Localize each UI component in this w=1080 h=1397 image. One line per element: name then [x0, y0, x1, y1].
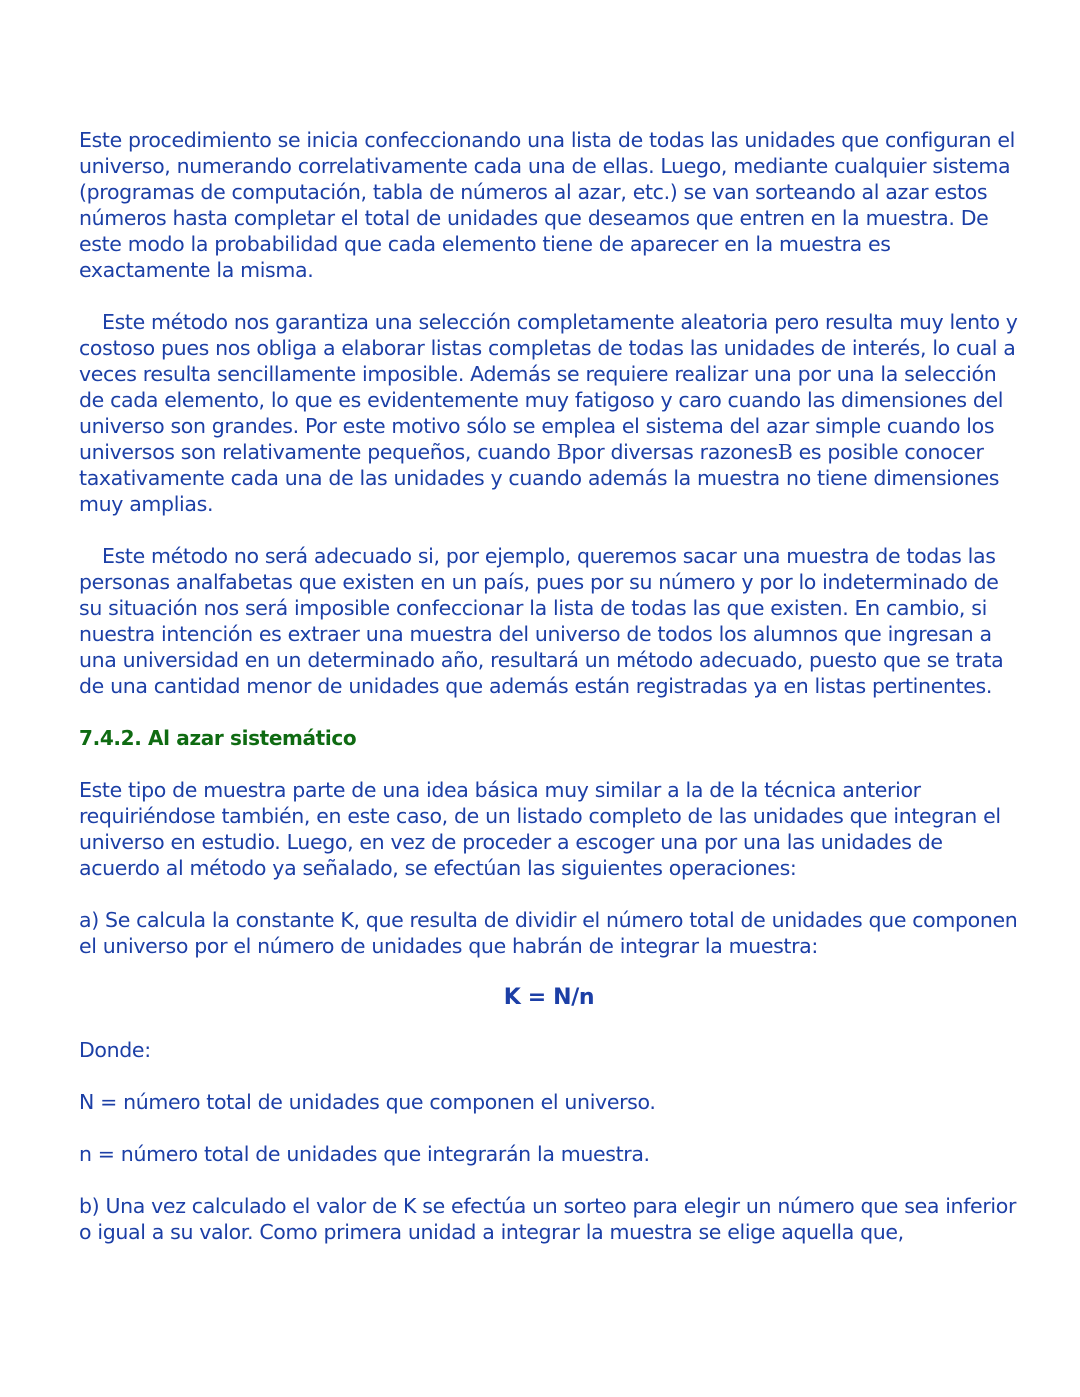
- paragraph-method-guarantee-part2: por diversas razones: [571, 440, 778, 464]
- formula: K = N/n: [503, 985, 595, 1010]
- paragraph-step-a: a) Se calcula la constante K, que resulta de dividir el número total de unidades que componen el universo por el número de unidades que habrán de integrar la muestra:: [79, 908, 1018, 958]
- glyph-b-2: B: [777, 440, 793, 464]
- paragraph-method-guarantee-part1: Este método nos garantiza una selección completamente aleatoria pero resulta muy lento y costoso pues nos obliga a elaborar listas completas de todas las unidades de interés, lo cual a veces resulta sencillamente imposible. Además se requiere realizar una por una la selección de cada elemento, lo que es evidentemente muy fatigoso y caro cuando las dimensiones del universo son grandes. Por este motivo sólo se emplea el sistema del azar simple cuando los universos son relativamente pequeños, cuando: [79, 310, 1018, 464]
- paragraph-step-b: b) Una vez calculado el valor de K se efectúa un sorteo para elegir un número que sea inferior o igual a su valor. Como primera unidad a integrar la muestra se elige aquella que,: [79, 1194, 1017, 1244]
- glyph-b-1: B: [556, 440, 572, 464]
- definition-N: N = número total de unidades que componen el universo.: [79, 1090, 656, 1114]
- paragraph-method-guarantee: [79, 309, 1019, 517]
- paragraph-procedure: Este procedimiento se inicia confeccionando una lista de todas las unidades que configuran el universo, numerando correlativamente cada una de ellas. Luego, mediante cualquier sistema (programas de computación, tabla de números al azar, etc.) se van sorteando al azar estos números hasta completar el total de unidades que deseamos que entren en la muestra. De este modo la probabilidad que cada elemento tiene de aparecer en la muestra es exactamente la misma.: [79, 128, 1015, 282]
- paragraph-method-guarantee-part3: es posible conocer taxativamente cada una de las unidades y cuando además la muestra no tiene dimensiones muy amplias.: [79, 440, 1000, 516]
- document-page: [79, 127, 1019, 1271]
- paragraph-donde: Donde:: [79, 1038, 151, 1062]
- paragraph-systematic-intro: Este tipo de muestra parte de una idea básica muy similar a la de la técnica anterior requiriéndose también, en este caso, de un listado completo de las unidades que integran el universo en estudio. Luego, en vez de proceder a escoger una por una las unidades de acuerdo al método ya señalado, se efectúan las siguientes operaciones:: [79, 778, 1001, 880]
- section-heading: 7.4.2. Al azar sistemático: [79, 726, 357, 750]
- paragraph-not-adequate: Este método no será adecuado si, por ejemplo, queremos sacar una muestra de todas las personas analfabetas que existen en un país, pues por su número y por lo indeterminado de su situación nos será imposible confeccionar la lista de todas las que existen. En cambio, si nuestra intención es extraer una muestra del universo de todos los alumnos que ingresan a una universidad en un determinado año, resultará un método adecuado, puesto que se trata de una cantidad menor de unidades que además están registradas ya en listas pertinentes.: [79, 544, 1004, 698]
- definition-n: n = número total de unidades que integrarán la muestra.: [79, 1142, 650, 1166]
